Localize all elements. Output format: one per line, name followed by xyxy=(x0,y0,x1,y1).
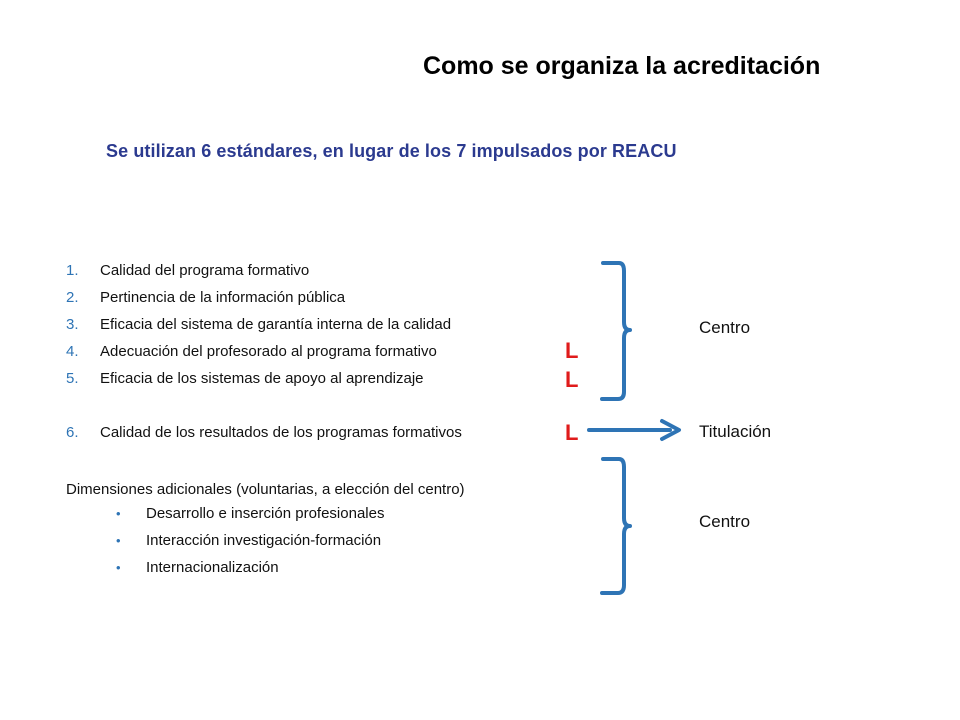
standard-number: 3. xyxy=(66,316,79,333)
standard-number: 5. xyxy=(66,370,79,387)
standard-label: Eficacia del sistema de garantía interna de la calidad xyxy=(100,316,452,333)
additional-item-label: Internacionalización xyxy=(146,559,279,576)
scope-label-bottom: Centro xyxy=(699,512,751,531)
slide-title: Como se organiza la acreditación xyxy=(423,52,821,80)
l-mark-standard-5: L xyxy=(565,367,579,392)
additional-dimensions-heading: Dimensiones adicionales (voluntarias, a elección del centro) xyxy=(66,481,465,498)
bullet-icon: • xyxy=(116,533,121,548)
top-brace xyxy=(602,263,630,399)
slide-subtitle: Se utilizan 6 estándares, en lugar de los 7 impulsados por REACU xyxy=(106,141,677,161)
scope-label-top: Centro xyxy=(699,318,751,337)
standard-number: 6. xyxy=(66,424,79,441)
additional-item-label: Desarrollo e inserción profesionales xyxy=(146,505,385,522)
standard-label: Pertinencia de la información pública xyxy=(100,289,346,306)
l-mark-standard-6: L xyxy=(565,420,579,445)
bottom-brace xyxy=(602,459,630,593)
bullet-icon: • xyxy=(116,560,121,575)
standard-number: 4. xyxy=(66,343,79,360)
l-mark-standard-4: L xyxy=(565,338,579,363)
bullet-icon: • xyxy=(116,506,121,521)
standard-label: Calidad de los resultados de los programas formativos xyxy=(100,424,462,441)
standard-label: Calidad del programa formativo xyxy=(100,262,310,279)
standard-number: 2. xyxy=(66,289,79,306)
standard-number: 1. xyxy=(66,262,79,279)
standard-label: Adecuación del profesorado al programa formativo xyxy=(100,343,437,360)
standard-label: Eficacia de los sistemas de apoyo al aprendizaje xyxy=(100,370,424,387)
scope-label-middle: Titulación xyxy=(699,422,772,441)
additional-item-label: Interacción investigación-formación xyxy=(146,532,382,549)
